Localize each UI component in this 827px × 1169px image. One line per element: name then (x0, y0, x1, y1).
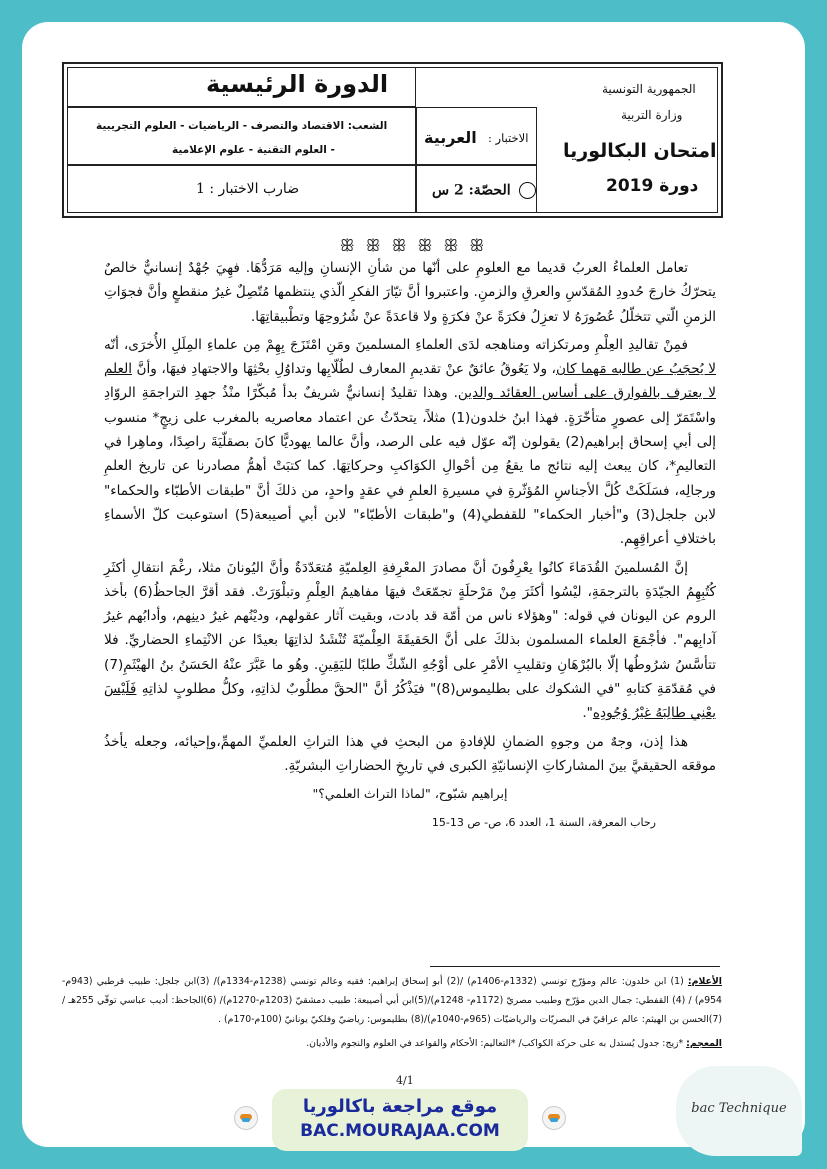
subject-label: الاختبار : (488, 131, 529, 145)
text-source: رحاب المعرفة، السنة 1، العدد 6، ص- ص 13-15 (431, 815, 656, 829)
underlined-phrase-1: لا يُحجَبُ عن طالبه مَهما كان (555, 361, 717, 378)
footnote-rule (430, 966, 720, 967)
branches-line-2: - العلوم التقنية - علوم الإعلامية (172, 144, 335, 156)
lexicon-label: المعجم: (686, 1038, 722, 1049)
clock-icon (519, 182, 536, 199)
exam-text (104, 256, 716, 839)
banner-url[interactable]: BAC.MOURAJAA.COM (300, 1121, 500, 1141)
underlined-phrase-2: العلم لا يعترف بالفوارق على أساس العقائد والدين (104, 361, 716, 402)
exam-name: امتحان البكالوريا (563, 140, 717, 162)
duration-text: الحصّة: 2 س (432, 182, 511, 199)
underlined-phrase-3: فَلَيْسَ يعْنِي طالِبَهُ غيْرُ وُجُودِه (104, 681, 716, 722)
footnotes-names (62, 972, 722, 1029)
paragraph-3: إنَّ المُسلمينَ القُدَمَاءَ كانُوا يعْرِفُونَ أنَّ مصادرَ المعْرِفةِ العِلميّةِ مُتعَدّدَةٌ وأنَّ اليُونانَ مثلا، رغْمَ انتقالِ أكثَرِ كُتُبِهِمُ الجيّدَةِ بالترجمَةِ، ليْسُوا أكثَرَ مِنْ مَرْحلَةٍ تجمّعَتْ فيهَا مفاهيمُ العِلْمِ وتبلْوَرَتْ. فقد أقرَّ الجاحظُ(6) بأخذ الروم عن اليونان في قوله: "وهؤلاء ناس من أمّة قد بادت، وبقيت آثار عقولهم، وديْنُهم غيرُ دينِهم، وأدابُهم غيرُ آدابِهم". فأجْمَعَ العلماء المسلمون بذلكَ على أنَّ الحَقيقَةَ العِلْميّةَ تُنْشَدُ لذاتِهَا بعيدًا عن الانْتِماءِ الحضاريِّ. فلا تتأسَّسُ شرُوطُها إلّا بالبُرْهَانِ وتقليبِ الأمْرِ على أوْجُهِ الشّكِّ طلبًا لليَقِينِ. وهُو ما عَبَّرَ عنْهُ الحَسَنُ بنُ الهيْثَمِ(7) في مُقدّمَةِ كتابهِ "في الشكوك على بطليموس(8)" فيَذْكُرُ أنَّ "الحقَّ مطلُوبٌ لذاتِهِ، وكلُّ مطلوبٍ لذاتِهِ فَلَيْسَ يعْنِي طالِبَهُ غيْرُ وُجُودِه". (104, 559, 716, 722)
site-logo-icon (542, 1106, 566, 1130)
ministry-name: وزارة التربية (621, 108, 683, 122)
paragraph-4: هذا إذن، وجهٌ من وجوهِ الضمانِ للإفادةِ من البحثِ في هذا التراثِ العلميِّ المهمِّ،وإحيائه، وجعله يأخذُ موقعَه الحقيقيَّ بينَ المشاركاتِ الإنسانيّةِ الكبرى في تاريخِ الحضاراتِ البشريّةِ. (104, 733, 716, 774)
decorative-separator: ꕥ ꕥ ꕥ ꕥ ꕥ ꕥ (339, 236, 488, 255)
branches-line-1: الشعب: الاقتصاد والتصرف - الرياضيات - العلوم التجريبية (96, 120, 388, 132)
paragraph-1: تعامل العلماءُ العربُ قديما مع العلومِ على أنّها من شأنِ الإنسانِ وإليه مَرَدُّهَا. فهِيَ جُهْدٌ إنسانيٌّ خالصٌ يتحرّكُ خارجَ حُدودِ المُقدّسِ والعرقِ والزمنِ. واعتبروا أنَّ تيّارَ الفكرِ الّذي ينتظمها مُتّصِلٌ غيرُ منقطعٍ وأنَّ فجوَاتِ الزمنِ الّتي تتخلّلُ عُصُورَهُ لا تعزِلُ فكرَةً عنْ فكرَةٍ ولا قاعدَةً عنْ شُرُوحِهَا وتطْبيقاتِهَا. (104, 260, 716, 325)
page-number: 4/1 (396, 1074, 414, 1087)
lexicon-text: *زيج: جدول يُستدل به على حركة الكواكب/ *التعاليم: الأحكام والقواعد في العلوم والنجوم والأديان. (306, 1038, 687, 1049)
website-banner[interactable] (272, 1089, 528, 1151)
session-year: دورة 2019 (606, 176, 699, 196)
banner-title: موقع مراجعة باكالوريا (302, 1096, 498, 1117)
exam-duration (432, 182, 536, 199)
paragraph-2: فمِنْ تقاليدِ العِلْمِ ومرتكزاته ومناهجه لدَى العلماءِ المسلمينَ ومَنِ امْتَزَجَ بِهِمْ مِن علماءِ المِلَلِ الأُخرَى، أنّه لا يُحجَبُ عن طالبه مَهما كان، ولا يَعُوقُ عائقٌ عنْ تقديمِ المعارف لطُلّابِها وتداوُلِ بحْثِهَا والاجتهادِ فيهَا، وأنَّ العلم لا يعترف بالفوارق على أساس العقائد والدين. وهذا تقليدٌ إنسانيٌّ شريفٌ بدأ مُبكّرًا منْذُ جهدِ التراجمَةِ الروّادِ واسْتَمَرّ إلى عصورٍ متأخّرَةٍ. فهذا ابنُ خلدون(1) مثلاً، يتحدّثُ عن اعتماد معاصريه بالمغرب على زيجٍ* منسوب إلى أبي إسحاق إبراهيم(2) يقولون إنّه عوّل فيه على الرصد، وأنَّ عالما يهوديًّا كانَ بصقلّيَةَ راصِدًا، وماهِرا في التعاليمِ*، كان يبعث إليه نتائج ما يقعُ مِن أحْوالِ الكوَاكبِ وحركاتِهَا. كما كتبَتْ أهمُّ مصادرنا عن تاريخ العلمِ ورجالِه، فسَلَكَتْ كُلَّ الأجناسِ المُؤثّرةِ في مسيرةِ العلمِ في عقدٍ واحدٍ، من ذلكَ أنَّ "طبقات الأطبّاء والحكماء" لابن جلجل(3) و"أخبار الحكماء" للقفطي(4) و"طبقات الأطبّاء" لابن أبي أصيبعة(5) استوعبت كلّ الأسماءِ باختلافِ أعراقِهِم. (104, 336, 717, 548)
session-type: الدورة الرئيسية (206, 70, 389, 98)
country-name: الجمهورية التونسية (602, 82, 696, 96)
subject-name: العربية (424, 128, 477, 147)
bac-technique-badge: bac Technique (676, 1066, 802, 1156)
names-label: الأعلام: (687, 976, 722, 987)
text-author: إبراهيم شبّوح، "لماذا التراث العلمي؟" (312, 786, 508, 802)
site-logo-icon (234, 1106, 258, 1130)
names-text: (1) ابن خلدون: عالم ومؤرّخ تونسي (1332م-1406م) /(2) أبو إسحاق إبراهيم: فقيه وعالم تونسي (1238م-1334م)/ (3)ابن جلجل: طبيب قرطبي (943م- 954م) / (4) القفطي: جمال الدين مؤرّخ وطبيب مصريّ (1172م- 1248م)/(5)ابن أبي أصيبعة: طبيب دمشقيّ (1203م-1270م)/ (6)الجاحظ: أديب عباسي توفّي 255هـ / (7)الحسن بن الهيثم: عالم عراقيّ في البصريّات والرياضيّات (965م-1040م)/(8) بطليموس: رياضيّ وفلكيّ يونانيّ (100م-170م) . (62, 976, 722, 1025)
footnotes-lexicon (62, 1034, 722, 1053)
exam-coefficient: ضارب الاختبار : 1 (196, 181, 300, 197)
